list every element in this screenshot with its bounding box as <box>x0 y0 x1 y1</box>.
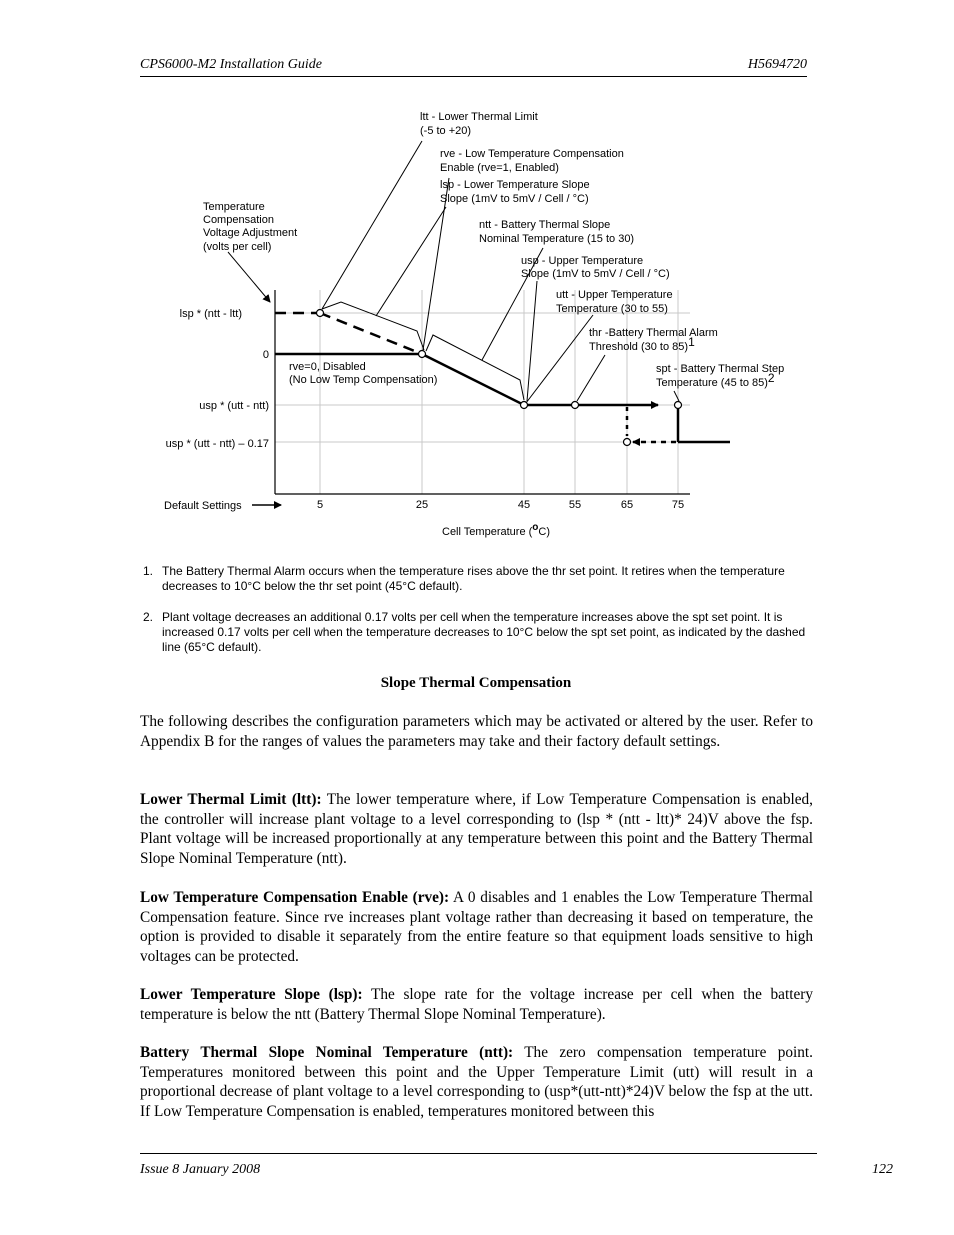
callout-lsp-range: Slope (1mV to 5mV / Cell / °C) <box>440 193 589 205</box>
default-settings-label: Default Settings <box>164 500 242 512</box>
callout-utt-range: Temperature (30 to 55) <box>556 303 668 315</box>
callout-usp: usp - Upper Temperature <box>521 255 644 267</box>
callout-ntt-range: Nominal Temperature (15 to 30) <box>479 233 635 245</box>
x-tick: 55 <box>568 499 582 511</box>
figure-caption: Slope Thermal Compensation <box>380 675 572 691</box>
callout-usp-range: Slope (1mV to 5mV / Cell / °C) <box>521 268 670 280</box>
footnote-2: 2. Plant voltage decreases an additional 0.17 volts per cell when the temperature increases above the spt set point. It is increased 0.17 volts per cell when the temperature decreases to 10°C below the spt set point, as indicated by the dashed line (65°C default). <box>143 610 806 654</box>
rve-disabled-note: rve=0, Disabled <box>289 361 366 373</box>
y-label-zero: 0 <box>262 349 269 361</box>
x-tick: 45 <box>517 499 531 511</box>
intro-paragraph: The following describes the configuration parameters which may be activated or altered by the user. Refer to Appendix B for the ranges of values the parameters may take and their factory default settings. <box>140 713 813 750</box>
callout-rve-range: Enable (rve=1, Enabled) <box>440 162 559 174</box>
x-tick: 25 <box>415 499 429 511</box>
callout-lsp: lsp - Lower Temperature Slope <box>440 179 590 191</box>
rve-paragraph: Low Temperature Compensation Enable (rve): A 0 disables and 1 enables the Low Temperature Thermal Compensation feature. Since rve increases plant voltage rather than decreasing it based on temperature, the option is provided to disable it separately from the entire feature so that equipment loads sensitive to high voltages can be protected. <box>140 889 813 965</box>
footnote-1: 1. The Battery Thermal Alarm occurs when the temperature rises above the thr set point. It retires when the temperature decreases to 10°C below the thr set point (45°C default). <box>143 564 785 593</box>
callout-ltt-range: (-5 to +20) <box>420 125 472 137</box>
ltt-paragraph: Lower Thermal Limit (ltt): The lower temperature where, if Low Temperature Compensation is enabled, the controller will increase plant voltage to a level corresponding to (lsp * (ntt - ltt)* 24)V above the fsp. Plant voltage will be increased proportionally at any temperature between this point and the Battery Thermal Slope Nominal Temperature (ntt). <box>140 791 813 867</box>
svg-text:(volts per cell): (volts per cell) <box>203 241 272 253</box>
x-tick: 75 <box>671 499 685 511</box>
callout-thr: thr -Battery Thermal Alarm <box>589 327 718 339</box>
y-label-usp: usp * (utt - ntt) <box>199 400 269 412</box>
page-footer <box>140 1153 893 1177</box>
callout-utt: utt - Upper Temperature <box>556 289 673 301</box>
callout-spt-range: Temperature (45 to 85)2 <box>656 371 775 389</box>
callout-ntt: ntt - Battery Thermal Slope <box>479 219 611 231</box>
x-tick: 65 <box>620 499 634 511</box>
x-tick: 5 <box>316 499 324 511</box>
x-axis-title: Cell Temperature (oC) <box>442 522 550 538</box>
callout-spt: spt - Battery Thermal Step <box>656 363 785 375</box>
lsp-paragraph: Lower Temperature Slope (lsp): The slope rate for the voltage increase per cell when the battery temperature is below the ntt (Battery Thermal Slope Nominal Temperature). <box>140 986 813 1023</box>
svg-text:Compensation: Compensation <box>203 214 274 226</box>
ntt-paragraph: Battery Thermal Slope Nominal Temperature (ntt): The zero compensation temperature point. Temperatures monitored between this point and the Upper Temperature Limit (utt) will result in a proportional decrease of plant voltage to a level corresponding to (usp*(utt-ntt)*24)V below the fsp at the utt. If Low Temperature Compensation is enabled, temperatures monitored between this <box>140 1044 813 1120</box>
footer-issue: Issue 8 January 2008 <box>140 1162 261 1177</box>
header-doc-title: CPS6000-M2 Installation Guide <box>140 57 322 72</box>
y-label-lsp: lsp * (ntt - ltt) <box>179 308 242 320</box>
rve-disabled-note-sub: (No Low Temp Compensation) <box>289 374 438 386</box>
page-number: 122 <box>872 1162 893 1177</box>
callout-thr-range: Threshold (30 to 85)1 <box>589 335 695 353</box>
x-tick-labels <box>317 499 684 511</box>
callout-ltt: ltt - Lower Thermal Limit <box>420 111 538 123</box>
callout-rve: rve - Low Temperature Compensation <box>440 148 624 160</box>
y-title-leader <box>228 252 270 302</box>
svg-text:Temperature: Temperature <box>203 201 265 213</box>
y-axis-title <box>203 201 297 253</box>
y-label-usp-step: usp * (utt - ntt) – 0.17 <box>165 438 269 450</box>
header-doc-number: H5694720 <box>747 57 807 72</box>
svg-text:Voltage Adjustment: Voltage Adjustment <box>203 227 298 239</box>
